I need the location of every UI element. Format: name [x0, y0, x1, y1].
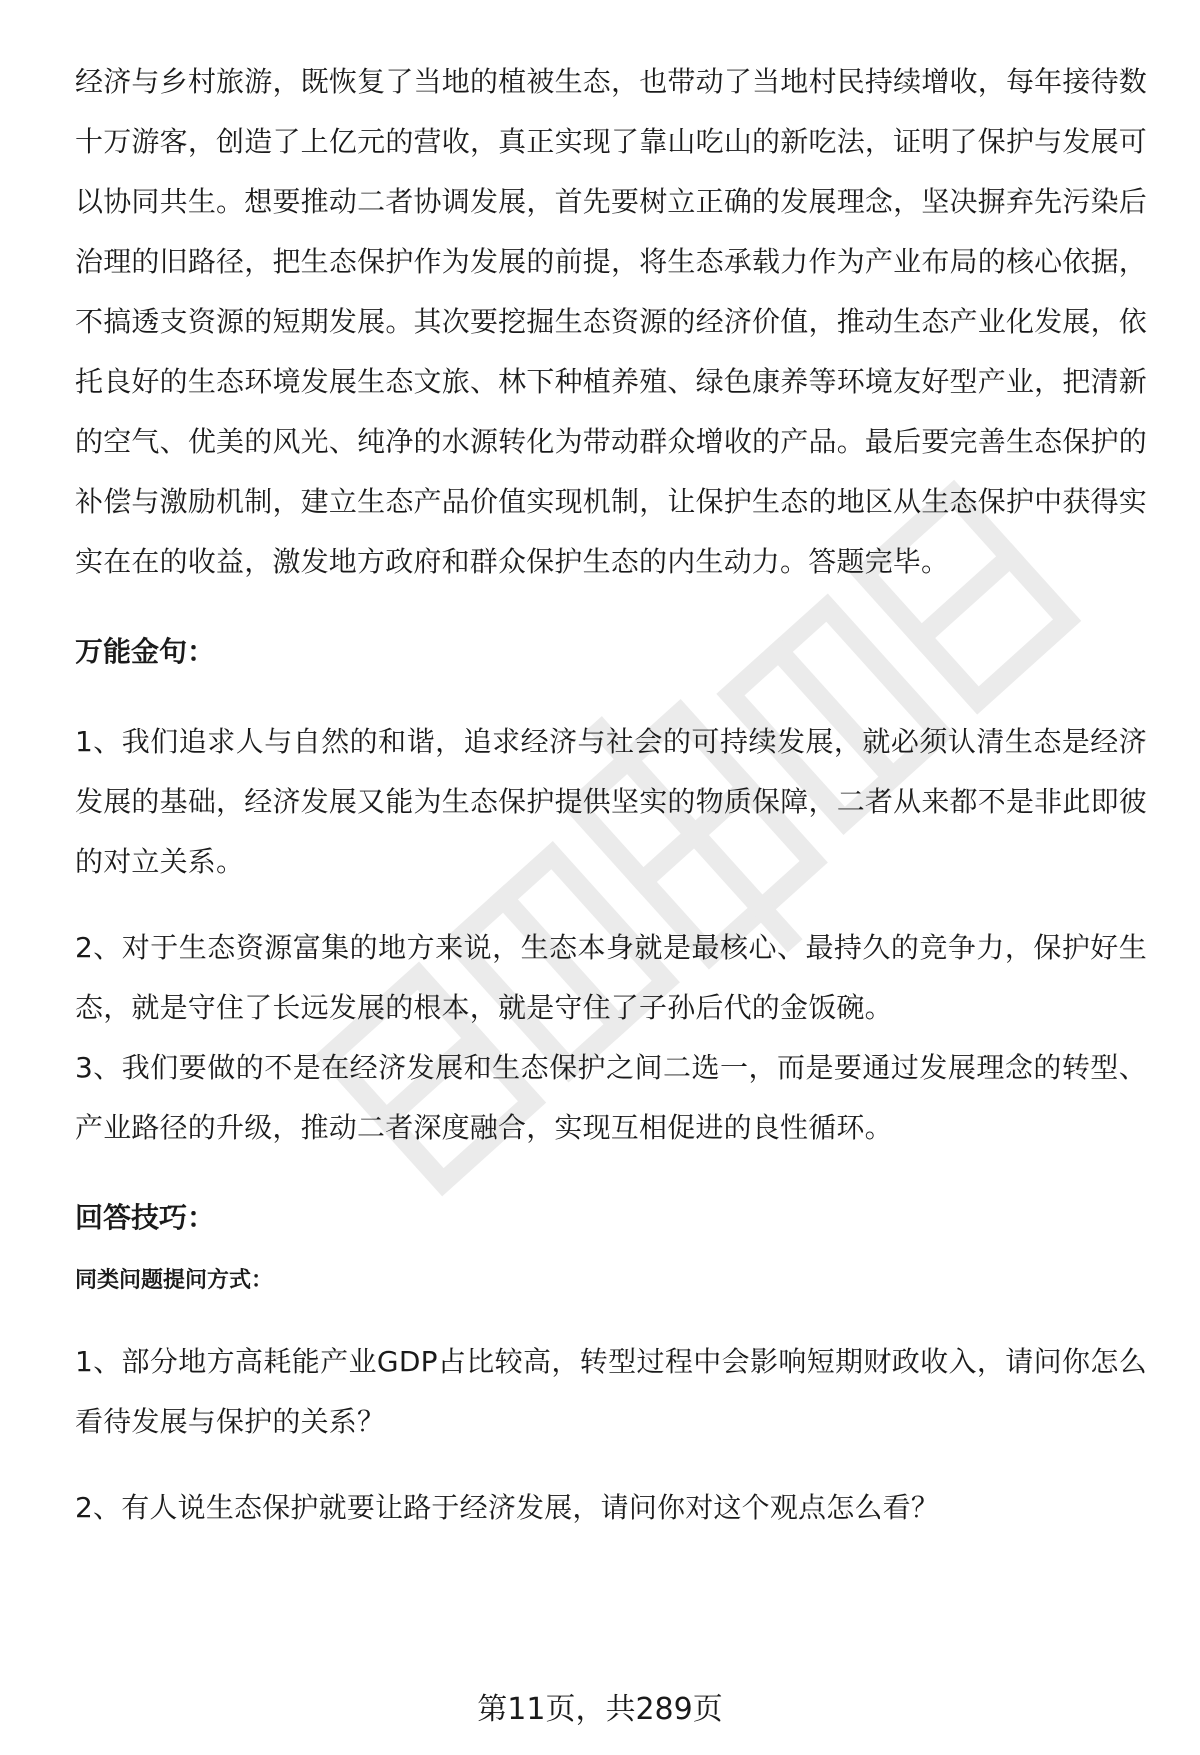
page-number-footer: 第11页，共289页 [477, 1692, 723, 1727]
main-content [75, 52, 1147, 1538]
similar-question-2: 2、有人说生态保护就要让路于经济发展，请问你对这个观点怎么看？ [75, 1491, 940, 1524]
tips-heading: 回答技巧： [75, 1201, 216, 1234]
similar-question-1: 1、部分地方高耗能产业GDP占比较高，转型过程中会影响短期财政收入，请问你怎么看待发展与保护的关系？ [75, 1345, 1147, 1438]
golden-sentence-1: 1、我们追求人与自然的和谐，追求经济与社会的可持续发展，就必须认清生态是经济发展的基础，经济发展又能为生态保护提供坚实的物质保障，二者从来都不是非此即彼的对立关系。 [75, 725, 1147, 878]
golden-sentences-heading: 万能金句： [75, 635, 216, 668]
golden-sentence-3: 3、我们要做的不是在经济发展和生态保护之间二选一，而是要通过发展理念的转型、产业路径的升级，推动二者深度融合，实现互相促进的良性循环。 [75, 1051, 1147, 1144]
similar-questions-heading: 同类问题提问方式： [75, 1268, 274, 1293]
intro-paragraph: 经济与乡村旅游，既恢复了当地的植被生态，也带动了当地村民持续增收，每年接待数十万游客，创造了上亿元的营收，真正实现了靠山吃山的新吃法，证明了保护与发展可以协同共生。想要推动二者协调发展，首先要树立正确的发展理念，坚决摒弃先污染后治理的旧路径，把生态保护作为发展的前提，将生态承载力作为产业布局的核心依据，不搞透支资源的短期发展。其次要挖掘生态资源的经济价值，推动生态产业化发展，依托良好的生态环境发展生态文旅、林下种植养殖、绿色康养等环境友好型产业，把清新的空气、优美的风光、纯净的水源转化为带动群众增收的产品。最后要完善生态保护的补偿与激励机制，建立生态产品价值实现机制，让保护生态的地区从生态保护中获得实实在在的收益，激发地方政府和群众保护生态的内生动力。答题完毕。 [75, 65, 1147, 578]
golden-sentence-2: 2、对于生态资源富集的地方来说，生态本身就是最核心、最持久的竞争力，保护好生态，就是守住了长远发展的根本，就是守住了子孙后代的金饭碗。 [75, 931, 1147, 1024]
